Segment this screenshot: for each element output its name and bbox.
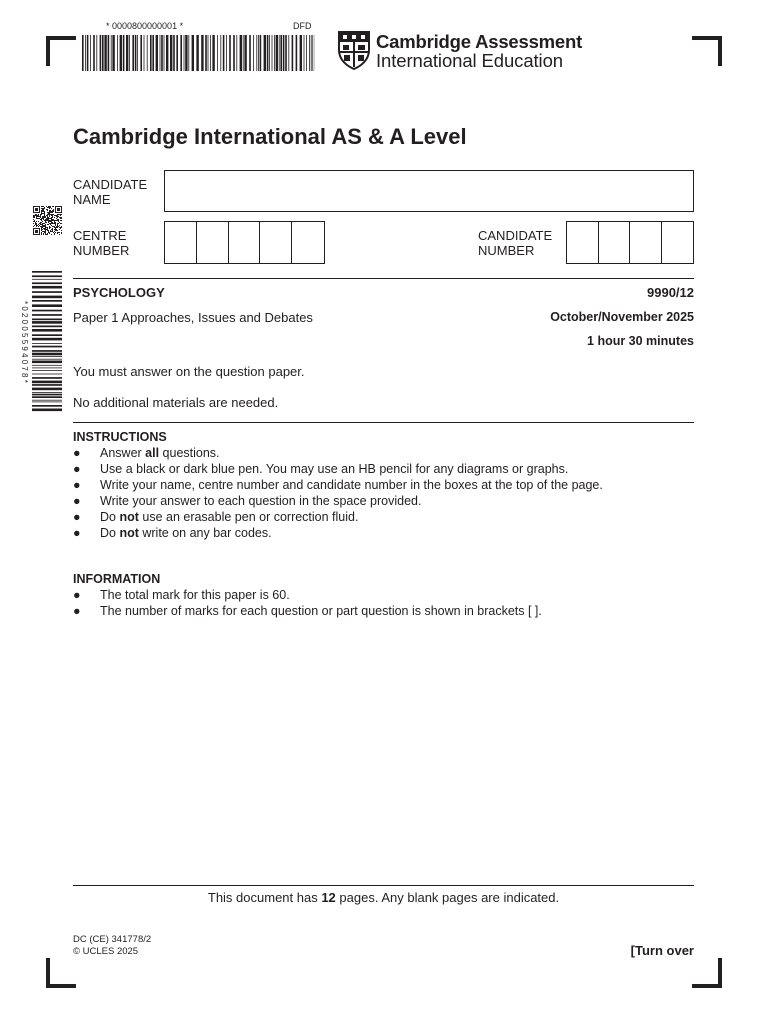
bullet-icon: ● [73,478,81,492]
centre-digit-box[interactable] [292,222,324,263]
instruction-item-text: Answer [100,446,146,460]
candidate-name-field[interactable] [164,170,694,212]
instruction-item [73,525,603,541]
information-list [73,587,542,619]
information-item-text: The total mark for this paper is 60. [100,588,290,602]
bullet-icon: ● [73,604,81,618]
crop-mark-bottom-right [692,958,722,988]
instruction-item-text: questions. [159,446,220,460]
information-item [73,603,542,619]
centre-number-label-line-1: CENTRE [73,228,127,243]
candidate-number-label-line-1: CANDIDATE [478,228,553,243]
paper-code: 9990/12 [647,285,694,300]
candidate-digit-box[interactable] [662,222,694,263]
candidate-name-label [73,177,147,207]
page-count-number: 12 [321,890,336,905]
dfd-label: DFD [293,21,312,31]
crop-mark-bottom-left [46,958,76,988]
instruction-item-text: Do [100,510,120,524]
information-heading: INFORMATION [73,572,161,586]
information-item [73,587,542,603]
instruction-item [73,509,603,525]
page-count-note [73,890,694,905]
instruction-item-text: use an erasable pen or correction fluid. [138,510,359,524]
candidate-number-label [478,228,552,258]
instruction-item-emphasis: all [145,446,160,460]
cambridge-shield-logo-icon [337,30,371,70]
candidate-digit-box[interactable] [630,222,662,263]
bullet-icon: ● [73,526,81,540]
divider [73,422,694,423]
centre-digit-box[interactable] [229,222,261,263]
bullet-icon: ● [73,510,81,524]
paper-name: Paper 1 Approaches, Issues and Debates [73,310,313,325]
instruction-item [73,461,603,477]
page-title: Cambridge International AS & A Level [73,124,467,149]
candidate-number-field[interactable] [566,221,694,264]
instruction-item-emphasis: not [119,510,139,524]
candidate-name-label-line-2: NAME [73,192,111,207]
exam-session: October/November 2025 [550,310,694,324]
centre-number-label-line-2: NUMBER [73,243,130,258]
instruction-item-text: Use a black or dark blue pen. You may use an HB pencil for any diagrams or graphs. [100,462,569,476]
instructions-heading: INSTRUCTIONS [73,430,167,444]
crop-mark-top-left [46,36,76,66]
divider [73,885,694,886]
document-code: DC (CE) 341778/2 [73,934,152,945]
logo-line-2: International Education [376,50,563,71]
instruction-item-text: Write your answer to each question in the space provided. [100,494,422,508]
divider [73,278,694,279]
bullet-icon: ● [73,588,81,602]
candidate-number-label-line-2: NUMBER [478,243,535,258]
instructions-list [73,445,603,541]
barcode [82,35,315,71]
candidate-digit-box[interactable] [567,222,599,263]
instruction-item [73,477,603,493]
copyright: © UCLES 2025 [73,946,139,957]
subject: PSYCHOLOGY [73,285,165,300]
instruction-item-text: Write your name, centre number and candidate number in the boxes at the top of the page. [100,478,603,492]
candidate-name-label-line-1: CANDIDATE [73,177,148,192]
crop-mark-top-right [692,36,722,66]
centre-number-label [73,228,129,258]
centre-digit-box[interactable] [260,222,292,263]
bullet-icon: ● [73,494,81,508]
instruction-item-text: Do [100,526,120,540]
centre-number-field[interactable] [164,221,325,264]
page-count-pre: This document has [207,890,322,905]
centre-digit-box[interactable] [197,222,229,263]
logo-line-1: Cambridge Assessment [376,31,583,52]
page-count-post: pages. Any blank pages are indicated. [335,890,560,905]
bullet-icon: ● [73,446,81,460]
candidate-digit-box[interactable] [599,222,631,263]
instruction-item-emphasis: not [119,526,139,540]
qr-code [33,206,62,235]
answer-note: You must answer on the question paper. [73,364,305,379]
information-item-text: The number of marks for each question or part question is shown in brackets [ ]. [100,604,542,618]
exam-duration: 1 hour 30 minutes [587,334,694,348]
side-barcode-number: * 0 2 0 0 5 5 9 4 0 7 8 * [20,301,29,383]
barcode-number: * 0000800000001 * [106,21,184,31]
materials-note: No additional materials are needed. [73,395,279,410]
turn-over: [Turn over [630,943,694,958]
instruction-item [73,445,603,461]
bullet-icon: ● [73,462,81,476]
instruction-item [73,493,603,509]
side-barcode [32,271,62,412]
centre-digit-box[interactable] [165,222,197,263]
instruction-item-text: write on any bar codes. [138,526,272,540]
